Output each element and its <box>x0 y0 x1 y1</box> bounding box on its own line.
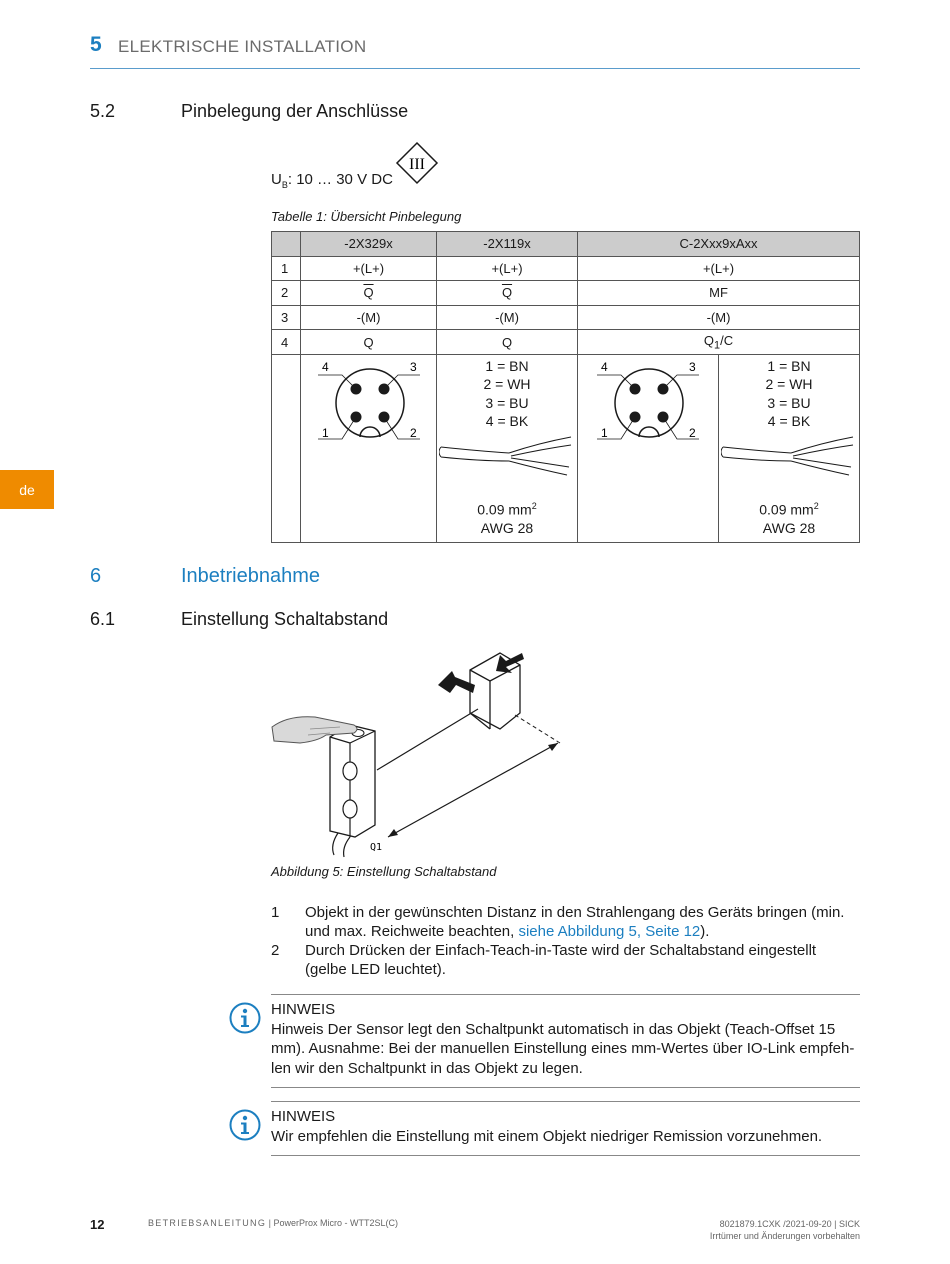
table-cell <box>578 330 860 355</box>
step-item <box>271 903 861 941</box>
pin-number: 4 <box>272 330 301 355</box>
q-inverted: $\overline{Q}$ <box>501 285 513 301</box>
chapter-title: ELEKTRISCHE INSTALLATION <box>118 37 367 56</box>
footer-product: | PowerProx Micro - WTT2SL(C) <box>266 1218 398 1228</box>
chapter-header <box>90 33 860 69</box>
section-number: 6 <box>90 565 102 587</box>
step-number: 2 <box>271 942 280 959</box>
table-header-blank <box>272 232 301 257</box>
table-caption: Tabelle 1: Übersicht Pinbelegung <box>271 209 462 224</box>
step-text: Objekt in der gewünschten Distanz in den Strahlengang des Geräts bringen (min. und max. Reichweite beachten, <box>305 904 845 940</box>
voltage-value: : 10 … 30 V DC <box>287 171 393 188</box>
wire-cross-section: 0.09 mm <box>477 501 532 518</box>
table-header: -2X119x <box>437 232 578 257</box>
footer-doc-type: BETRIEBSANLEITUNG <box>148 1218 267 1228</box>
wire-color: 2 = WH <box>483 376 531 393</box>
table-cell: MF <box>578 281 860 306</box>
table-cell <box>301 281 437 306</box>
page-number: 12 <box>90 1217 105 1232</box>
footer-disclaimer: Irrtümer und Änderungen vorbehalten <box>709 1231 860 1241</box>
pin-label: 4 <box>321 359 329 374</box>
m8-connector-icon <box>302 355 436 445</box>
voltage-symbol: U <box>271 171 282 188</box>
section-title: Inbetriebnahme <box>181 565 320 587</box>
footer-doc-id: 8021879.1CXK /2021-09-20 | SICK <box>719 1219 860 1229</box>
wire-color: 4 = BK <box>485 413 529 430</box>
connector-diagram-cell <box>301 354 437 542</box>
figure-reference-link[interactable]: siehe Abbildung 5, Seite 12 <box>518 923 701 940</box>
notice-box <box>271 1101 860 1156</box>
wire-awg: AWG 28 <box>762 520 816 537</box>
protection-class-label: III <box>409 156 425 173</box>
table-header: C-2Xxx9xAxx <box>578 232 860 257</box>
wire-cross-section-exp: 2 <box>531 501 537 512</box>
table-cell <box>437 281 578 306</box>
pin-label: 1 <box>321 425 329 440</box>
wire-color: 1 = BN <box>767 357 811 374</box>
wire-color-list <box>719 355 859 431</box>
footer-document <box>148 1218 398 1228</box>
step-text: Durch Drücken der Einfach-Teach-in-Taste wird der Schaltabstand eingestellt (gelbe LED leuchtet). <box>305 942 817 978</box>
step-text-end: ). <box>700 923 710 940</box>
wire-cross-section-exp: 2 <box>813 501 819 512</box>
table-cell: -(M) <box>578 305 860 330</box>
table-row <box>272 281 860 306</box>
q1-subscript: 1 <box>714 339 721 352</box>
table-row <box>272 256 860 281</box>
section-title: Einstellung Schaltabstand <box>181 609 389 629</box>
step-number: 1 <box>271 904 280 921</box>
notice-text: Wir empfehlen die Einstellung mit einem Objekt niedriger Remission vorzunehmen. <box>271 1127 823 1145</box>
table-header-row <box>272 232 860 257</box>
chapter-number: 5 <box>90 33 102 56</box>
section-number: 5.2 <box>90 101 116 121</box>
info-icon <box>229 1002 261 1034</box>
figure-label-q1: Q1 <box>370 842 383 853</box>
wire-color: 4 = BK <box>767 413 811 430</box>
table-cell: +(L+) <box>437 256 578 281</box>
supply-voltage <box>271 171 393 190</box>
pin-label: 3 <box>409 359 417 374</box>
pin-number: 3 <box>272 305 301 330</box>
pin-label: 4 <box>601 359 608 374</box>
pin-label: 1 <box>601 425 608 440</box>
wire-cross-section: 0.09 mm <box>759 501 814 518</box>
section-title: Pinbelegung der Anschlüsse <box>181 101 409 121</box>
q1-label: Q <box>703 332 715 348</box>
table-row <box>272 330 860 355</box>
info-icon <box>229 1109 261 1141</box>
notice-text: Hinweis Der Sensor legt den Schaltpunkt automatisch in das Objekt (Teach-Offset 15 mm). Ausnahme: Bei der manuellen Einstellung eines mm-Wertes über IO-Link empfehlen wir den Schaltpunkt in das Objekt zu legen. <box>271 1020 855 1077</box>
table-header: -2X329x <box>301 232 437 257</box>
teach-in-illustration <box>270 645 570 860</box>
figure-caption: Abbildung 5: Einstellung Schaltabstand <box>271 864 497 879</box>
voltage-subscript: B <box>281 180 288 190</box>
pin-number: 1 <box>272 256 301 281</box>
instruction-steps <box>271 903 861 979</box>
notice-title: HINWEIS <box>271 1001 336 1018</box>
language-tab[interactable]: de <box>0 470 54 509</box>
table-cell: Q <box>437 330 578 355</box>
wire-size <box>437 497 577 538</box>
table-cell: -(M) <box>437 305 578 330</box>
pin-label: 3 <box>689 359 696 374</box>
table-cell: -(M) <box>301 305 437 330</box>
wire-diagram-cell <box>437 354 578 542</box>
cable-icon <box>439 431 575 477</box>
table-cell: +(L+) <box>578 256 860 281</box>
q-inverted: $\overline{Q}$ <box>363 285 374 301</box>
protection-class-iii-icon <box>395 141 439 185</box>
pin-assignment-table <box>271 231 860 543</box>
table-cell-blank <box>272 354 301 542</box>
pin-number: 2 <box>272 281 301 306</box>
connector-diagram-cell <box>578 354 719 542</box>
wire-size <box>719 497 859 538</box>
wire-color-list <box>437 355 577 431</box>
table-cell: +(L+) <box>301 256 437 281</box>
notice-title: HINWEIS <box>271 1108 336 1125</box>
q1-suffix: /C <box>720 332 734 348</box>
table-cell: Q <box>301 330 437 355</box>
wire-color: 3 = BU <box>485 394 529 411</box>
notice-box <box>271 994 860 1088</box>
table-row-diagrams <box>272 354 860 542</box>
step-item <box>271 941 861 979</box>
wire-color: 2 = WH <box>765 376 813 393</box>
table-row <box>272 305 860 330</box>
pin-label: 2 <box>689 425 696 440</box>
section-number: 6.1 <box>90 609 116 629</box>
wire-awg: AWG 28 <box>480 520 534 537</box>
footer-right <box>710 1218 860 1242</box>
wire-diagram-cell <box>719 354 860 542</box>
wire-color: 1 = BN <box>485 357 529 374</box>
m8-connector-icon <box>581 355 715 445</box>
wire-color: 3 = BU <box>767 394 811 411</box>
cable-icon <box>721 431 857 477</box>
pin-label: 2 <box>409 425 417 440</box>
